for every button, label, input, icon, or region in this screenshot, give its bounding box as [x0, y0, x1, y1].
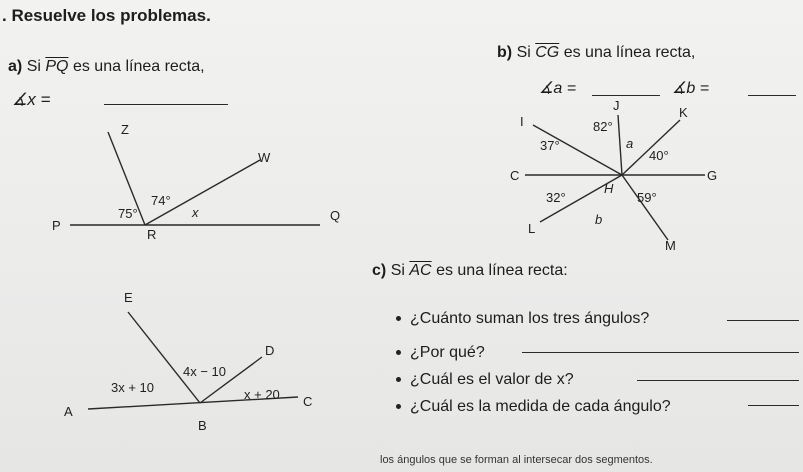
point-a: A — [64, 404, 73, 419]
point-z: Z — [121, 122, 129, 137]
diagram-c-labels — [64, 290, 312, 433]
problem-b-label: b) — [497, 44, 513, 61]
point-l: L — [528, 221, 536, 236]
angle-75: 75° — [118, 206, 138, 221]
angle-x: x — [192, 205, 199, 220]
question-each-angle: ¿Cuál es la medida de cada ángulo? — [396, 398, 671, 416]
angle-82: 82° — [593, 119, 613, 134]
page-title: . Resuelve los problemas. — [2, 6, 211, 25]
problem-a-suffix: es una línea recta, — [72, 58, 205, 75]
angle-x-20: x + 20 — [244, 387, 280, 402]
point-q: Q — [330, 208, 341, 223]
point-j: J — [613, 98, 620, 113]
question-sum: ¿Cuánto suman los tres ángulos? — [396, 310, 649, 328]
segment-pq: $\overline{PQ}$ — [45, 58, 69, 75]
question-why: ¿Por qué? — [396, 344, 485, 362]
point-i: I — [520, 114, 524, 129]
diagram-a-labels — [52, 122, 340, 242]
point-k: K — [679, 105, 688, 120]
question-x-value: ¿Cuál es el valor de x? — [396, 371, 574, 389]
problem-c-prefix: Si — [390, 262, 405, 279]
point-r: R — [147, 227, 157, 242]
angle-a: a — [626, 136, 634, 151]
point-c: C — [510, 168, 520, 183]
point-e: E — [124, 290, 133, 305]
angle-3x-10: 3x + 10 — [111, 380, 155, 395]
angle-74: 74° — [151, 193, 171, 208]
problem-a-prefix: Si — [26, 58, 41, 75]
problem-b-prefix: Si — [516, 44, 531, 61]
point-b: B — [198, 418, 207, 433]
angle-37: 37° — [540, 138, 560, 153]
diagram-b — [525, 115, 705, 240]
segment-ac: $\overline{AC}$ — [409, 262, 432, 279]
angle-4x-10: 4x − 10 — [183, 364, 227, 379]
problem-b-suffix: es una línea recta, — [563, 44, 696, 61]
ray-hj — [618, 115, 622, 175]
point-g: G — [707, 168, 718, 183]
angle-b-prompt: ∡b = — [672, 80, 710, 97]
point-d: D — [265, 343, 275, 358]
problem-c-label: c) — [372, 262, 387, 279]
ray-hm — [622, 175, 668, 240]
angle-32: 32° — [546, 190, 566, 205]
point-m: M — [665, 238, 676, 253]
footer-note: los ángulos que se forman al intersecar dos segmentos. — [380, 454, 653, 466]
angle-59: 59° — [637, 190, 657, 205]
point-c: C — [303, 394, 313, 409]
problem-c-suffix: es una línea recta: — [436, 262, 568, 279]
point-p: P — [52, 218, 61, 233]
angle-x-prompt: ∡x = — [12, 90, 51, 109]
angle-40: 40° — [649, 148, 669, 163]
point-h: H — [604, 181, 614, 196]
angle-a-prompt: ∡a = — [539, 80, 577, 97]
problem-a-label: a) — [8, 58, 23, 75]
angle-b: b — [595, 212, 603, 227]
point-w: W — [258, 150, 271, 165]
segment-cg: $\overline{CG}$ — [535, 44, 560, 61]
